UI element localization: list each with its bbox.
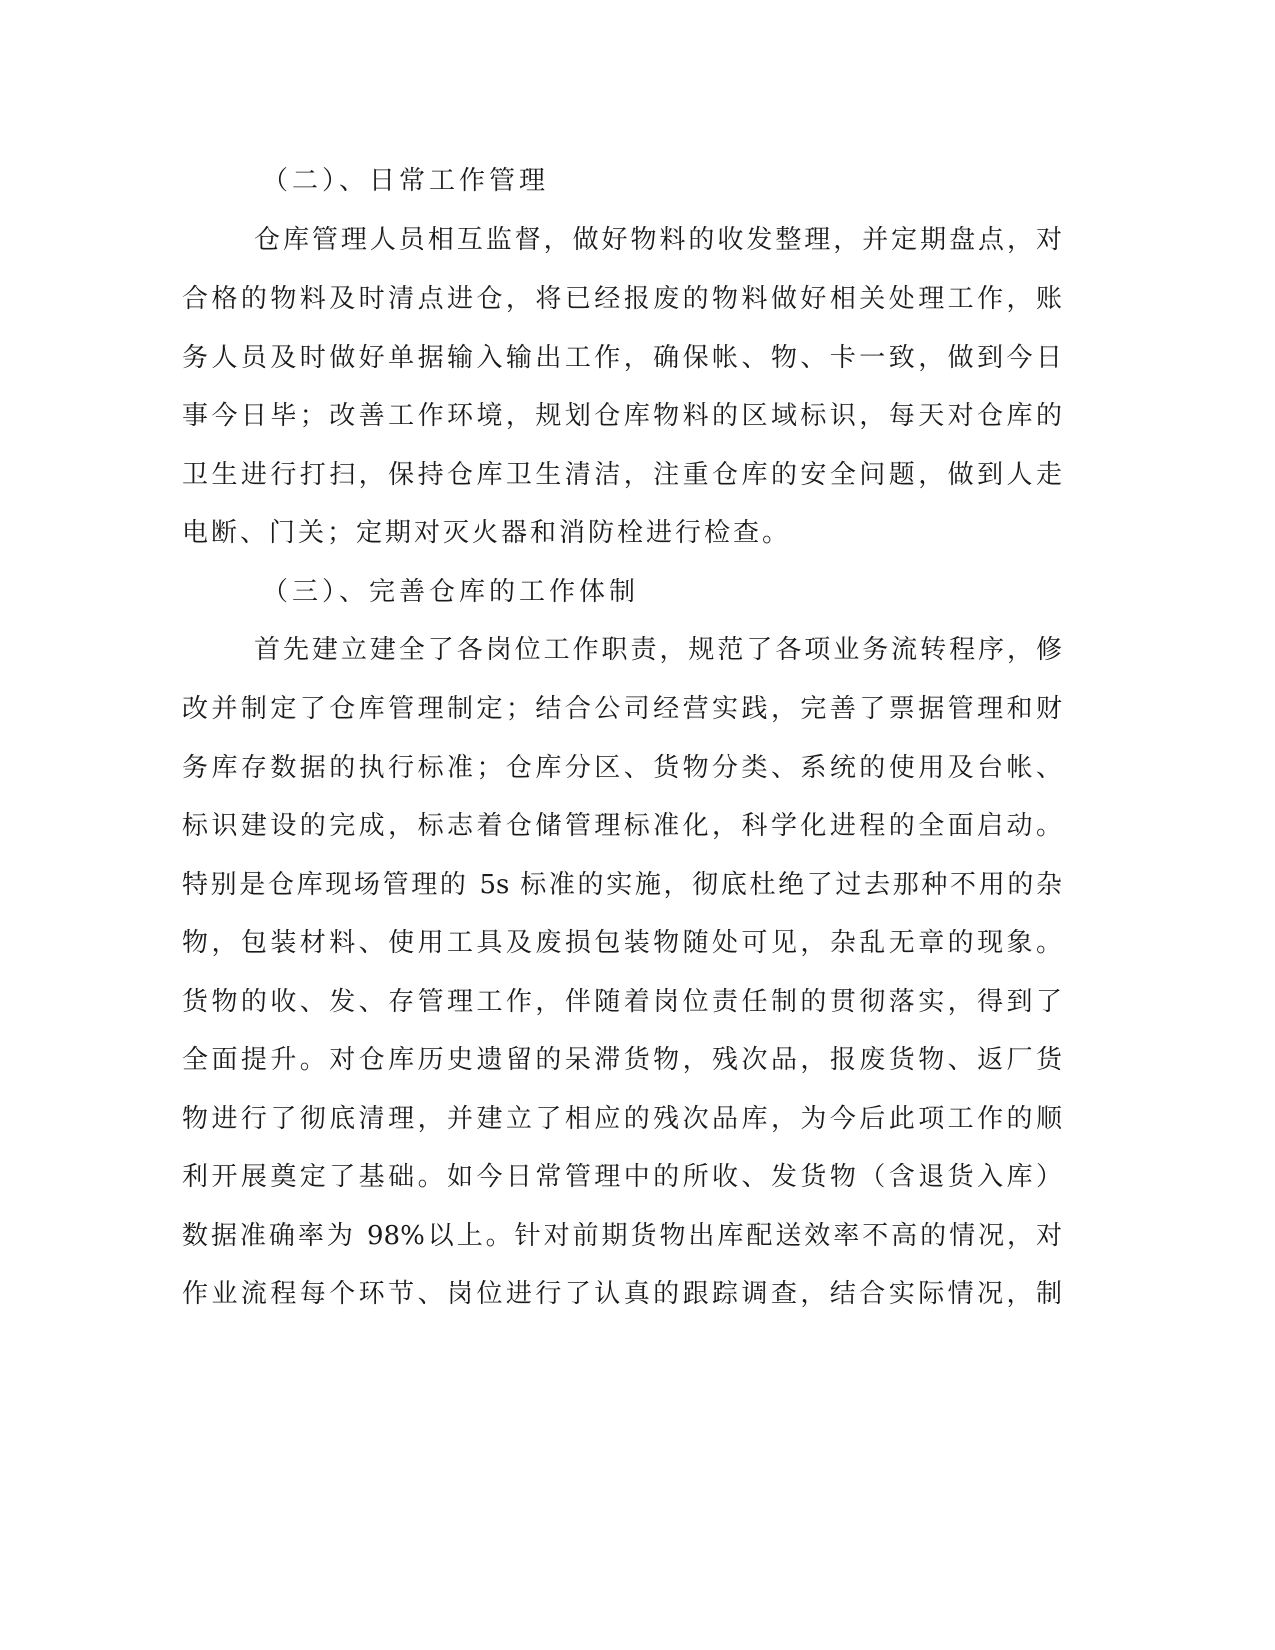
paragraph-line: 货物的收、发、存管理工作，伴随着岗位责任制的贯彻落实，得到了 [182,987,1062,1017]
paragraph-line: 电断、门关；定期对灭火器和消防栓进行检查。 [182,518,792,548]
paragraph-line: 务人员及时做好单据输入输出工作，确保帐、物、卡一致，做到今日 [182,343,1062,373]
paragraph-line: 特别是仓库现场管理的 5s 标准的实施，彻底杜绝了过去那种不用的杂 [182,870,1062,900]
section-heading: （三）、完善仓库的工作体制 [262,577,640,607]
section-heading: （二）、日常工作管理 [262,166,550,196]
paragraph-line: 标识建设的完成，标志着仓储管理标准化，科学化进程的全面启动。 [182,811,1062,841]
paragraph-line: 首先建立建全了各岗位工作职责，规范了各项业务流转程序，修 [254,635,1062,665]
paragraph-line: 卫生进行打扫，保持仓库卫生清洁，注重仓库的安全问题，做到人走 [182,460,1062,490]
paragraph-line: 利开展奠定了基础。如今日常管理中的所收、发货物（含退货入库） [182,1162,1062,1192]
paragraph-line: 物进行了彻底清理，并建立了相应的残次品库，为今后此项工作的顺 [182,1104,1062,1134]
paragraph-line: 数据准确率为 98%以上。针对前期货物出库配送效率不高的情况，对 [182,1221,1062,1251]
paragraph-line: 物，包装材料、使用工具及废损包装物随处可见，杂乱无章的现象。 [182,928,1062,958]
paragraph-line: 务库存数据的执行标准；仓库分区、货物分类、系统的使用及台帐、 [182,753,1062,783]
paragraph-line: 仓库管理人员相互监督，做好物料的收发整理，并定期盘点，对 [254,225,1062,255]
paragraph-line: 事今日毕；改善工作环境，规划仓库物料的区域标识，每天对仓库的 [182,401,1062,431]
paragraph-line: 合格的物料及时清点进仓，将已经报废的物料做好相关处理工作，账 [182,284,1062,314]
paragraph-line: 全面提升。对仓库历史遗留的呆滞货物，残次品，报废货物、返厂货 [182,1045,1062,1075]
paragraph-line: 改并制定了仓库管理制定；结合公司经营实践，完善了票据管理和财 [182,694,1062,724]
paragraph-line: 作业流程每个环节、岗位进行了认真的跟踪调查，结合实际情况，制 [182,1279,1062,1309]
